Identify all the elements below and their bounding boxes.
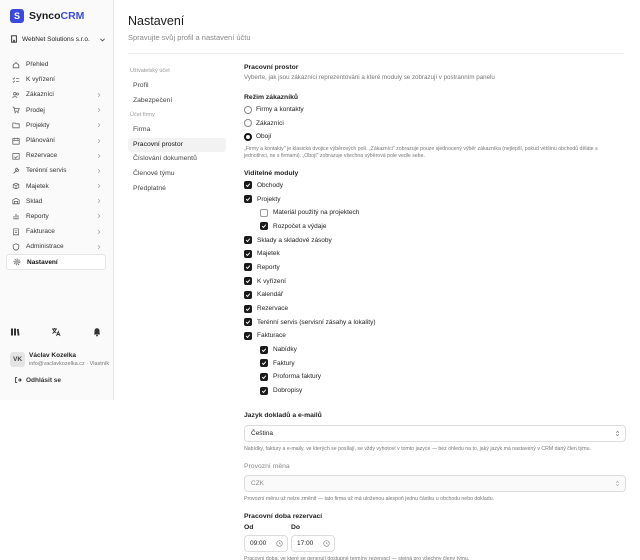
module-toggle[interactable] [244,233,626,247]
sidebar-item-4[interactable] [6,118,106,133]
chevron-updown-icon [614,430,621,437]
admin-icon [12,243,20,251]
checkbox[interactable] [244,318,252,326]
checkbox-label: Terénní servis (servisní zásahy a lokality) [257,318,376,326]
sidebar-item-label: Rezervace [26,152,58,160]
checkbox-label: Nabídky [273,346,297,354]
radio-label: Firmy a kontakty [256,106,304,114]
user-name: Václav Kozelka [29,352,76,359]
currency-help: Provozní měnu už nelze změnit — tato firma už má uloženou alespoň jednu částku u obchodu nebo dokladu. [244,495,495,502]
hours-from-label: Od [244,523,254,531]
checkbox[interactable] [244,250,252,258]
settings-item-workspace[interactable]: Pracovní prostor [128,138,226,153]
sidebar-item-label: Plánování [26,137,55,145]
hours-to-input[interactable]: 17:00 [291,535,335,552]
checkbox-label: Faktury [273,359,295,367]
module-toggle[interactable] [244,274,626,288]
sidebar-item-7[interactable] [6,163,106,178]
checkbox[interactable] [260,373,268,381]
language-icon[interactable] [51,327,61,337]
user-email: info@vaclavkozelka.cz [29,361,85,367]
sidebar-item-8[interactable] [6,179,106,194]
checkbox[interactable] [244,181,252,189]
module-toggle[interactable] [244,384,626,398]
brand[interactable] [10,9,84,23]
hours-from-input[interactable]: 09:00 [244,535,288,552]
settings-item-security[interactable]: Zabezpečení [133,96,173,104]
checkbox-label: Proforma faktury [273,373,322,381]
checkbox-label: Kalendář [257,291,284,299]
sidebar-item-11[interactable] [6,224,106,239]
sidebar-item-label: Sklad [26,197,43,205]
page-subtitle: Spravujte svůj profil a nastavení účtu [128,33,251,42]
settings-group-company: Účet firmy [130,112,155,119]
checkbox-label: Obchody [257,181,284,189]
sidebar [0,0,114,400]
settings-group-user: Uživatelský účet [130,68,170,74]
sidebar-item-1[interactable] [6,72,106,87]
chevron-right-icon [96,213,102,219]
chart-icon [12,212,20,220]
sidebar-item-label: K vyřízení [26,76,55,84]
module-toggle[interactable] [244,261,626,275]
checkbox-label: Majetek [257,250,280,258]
user-card[interactable] [10,352,109,367]
module-toggle[interactable] [244,288,626,302]
sidebar-item-label: Reporty [26,212,49,220]
sidebar-item-0[interactable] [6,57,106,72]
chevron-right-icon [96,244,102,250]
workspace-settings [244,64,626,560]
chevron-right-icon [96,153,102,159]
currency-select: CZK [244,475,626,492]
sidebar-item-label: Přehled [26,61,49,69]
language-label: Jazyk dokladů a e-mailů [244,411,322,419]
brand-name: SyncoCRM [29,10,85,22]
checkbox[interactable] [260,387,268,395]
checkbox[interactable] [244,236,252,244]
checklist-icon [12,76,20,84]
language-help: Nabídky, faktury a e-maily, ve kterých se posílají, se vždy vyhotoví v tomto jazyce — bez ohledu na to, jaký jazyk má nastavený v CRM daný člen týmu. [244,445,591,452]
sidebar-item-13[interactable] [6,254,106,269]
company-name: WebNet Solutions s.r.o. [22,35,90,43]
sidebar-item-label: Majetek [26,182,49,190]
checkbox[interactable] [244,277,252,285]
chevron-right-icon [96,138,102,144]
module-toggle[interactable] [244,370,626,384]
module-toggle[interactable] [244,247,626,261]
checkbox[interactable] [260,209,268,217]
sidebar-item-label: Nastavení [27,258,58,266]
sidebar-item-label: Fakturace [26,228,55,236]
modules-list [244,179,626,398]
checkbox-label: Dobropisy [273,387,303,395]
home-icon [12,61,20,69]
sidebar-item-label: Prodej [26,106,45,114]
customer-mode-option[interactable] [244,103,626,117]
settings-item-company[interactable]: Firma [133,126,151,134]
bell-icon[interactable] [92,327,102,337]
hours-label: Pracovní doba rezervací [244,512,323,520]
checkbox[interactable] [244,263,252,271]
divider [128,53,624,54]
folder-icon [12,121,20,129]
customer-mode-option[interactable] [244,130,626,144]
library-icon[interactable] [10,327,20,337]
logout-icon [14,376,22,384]
settings-item-numbering[interactable]: Číslování dokumentů [133,155,197,163]
checkbox[interactable] [244,195,252,203]
warehouse-icon [12,197,20,205]
checkbox[interactable] [244,291,252,299]
module-toggle[interactable] [244,315,626,329]
sidebar-item-5[interactable] [6,133,106,148]
radio-label: Zákazníci [256,119,284,127]
user-meta: info@vaclavkozelka.cz · Vlastník [29,361,110,367]
settings-item-subscription[interactable]: Předplatné [133,184,166,192]
module-toggle[interactable] [244,220,626,234]
checkbox[interactable] [244,332,252,340]
sidebar-item-3[interactable] [6,103,106,118]
chevron-updown-icon [614,480,621,487]
chevron-right-icon [96,229,102,235]
chevron-right-icon [96,183,102,189]
currency-label: Provozní měna [244,462,290,470]
customer-mode-option[interactable] [244,117,626,131]
building-icon [10,35,18,43]
company-switcher[interactable] [10,35,106,43]
sidebar-item-12[interactable] [6,239,106,254]
customer-mode-help: „Firmy a kontakty" je klasická dvojice výběrových polí. „Zákazníci" zobrazuje pouze sjednocený výběr zákazníka (nejlepší, pokud většinu obchodů děláte s jednotlivci, ne s firmami). „Obojí" zobrazuje všechna výběrová pole vedle sebe. [244,145,598,159]
module-toggle[interactable] [244,302,626,316]
users-icon [12,91,20,99]
main-nav [6,57,106,270]
sidebar-item-label: Zákazníci [26,91,54,99]
sidebar-item-2[interactable] [6,87,106,102]
settings-nav [128,66,226,196]
hours-help: Pracovní doba, ve které se generují dostupné termíny rezervací — stejná pro všechny členy týmu. [244,555,470,560]
wrench-icon [12,167,20,175]
sidebar-item-label: Projekty [26,121,50,129]
modules-label: Viditelné moduly [244,169,299,177]
sidebar-item-label: Administrace [26,243,64,251]
checkbox-label: Reporty [257,263,280,271]
chevron-right-icon [96,92,102,98]
checkbox[interactable] [244,305,252,313]
sidebar-item-9[interactable] [6,194,106,209]
checkbox[interactable] [260,359,268,367]
brand-logo: S [10,9,24,23]
user-role: Vlastník [89,361,110,367]
checkbox-label: Projekty [257,195,281,203]
chevron-right-icon [96,198,102,204]
cart-icon [12,106,20,114]
section-title: Pracovní prostor [244,64,299,71]
module-toggle[interactable] [244,192,626,206]
calendar-icon [12,137,20,145]
avatar: VK [10,352,25,367]
sidebar-item-10[interactable] [6,209,106,224]
module-toggle[interactable] [244,356,626,370]
checkbox[interactable] [260,346,268,354]
chevron-right-icon [96,122,102,128]
radio-button[interactable] [244,106,252,114]
clock-icon [276,540,283,547]
radio-label: Obojí [256,133,272,141]
chevron-right-icon [96,168,102,174]
checkbox-label: Rezervace [257,305,289,313]
page-title: Nastavení [128,14,185,28]
checkbox-label: K vyřízení [257,277,286,285]
radio-button[interactable] [244,119,252,127]
module-toggle[interactable] [244,343,626,357]
logout-button[interactable]: Odhlásit se [14,376,61,384]
chevron-down-icon [99,36,106,43]
checkbox-label: Fakturace [257,332,286,340]
checkbox-label: Sklady a skladové zásoby [257,236,332,244]
settings-item-profile[interactable]: Profil [133,82,149,89]
customer-mode-label: Režim zákazníků [244,94,299,101]
checkbox-label: Materiál použitý na projektech [273,209,360,217]
gear-icon [13,258,21,266]
checkbox[interactable] [260,222,268,230]
language-select[interactable]: Čeština [244,425,626,442]
chevron-right-icon [96,107,102,113]
module-toggle[interactable] [244,206,626,220]
settings-item-team[interactable]: Členové týmu [133,169,175,177]
sidebar-utility-bar [10,327,102,337]
box-icon [12,182,20,190]
section-description: Vyberte, jak jsou zákazníci reprezentováni a které moduly se zobrazují v postranním panelu [244,74,495,81]
radio-button[interactable] [244,133,252,141]
customer-mode-group [244,103,626,144]
clock-icon [323,540,330,547]
checkbox-label: Rozpočet a výdaje [273,222,327,230]
module-toggle[interactable] [244,179,626,193]
module-toggle[interactable] [244,329,626,343]
sidebar-item-label: Terénní servis [26,167,67,175]
hours-to-label: Do [291,523,301,531]
sidebar-item-6[interactable] [6,148,106,163]
calendar-check-icon [12,152,20,160]
invoice-icon [12,228,20,236]
